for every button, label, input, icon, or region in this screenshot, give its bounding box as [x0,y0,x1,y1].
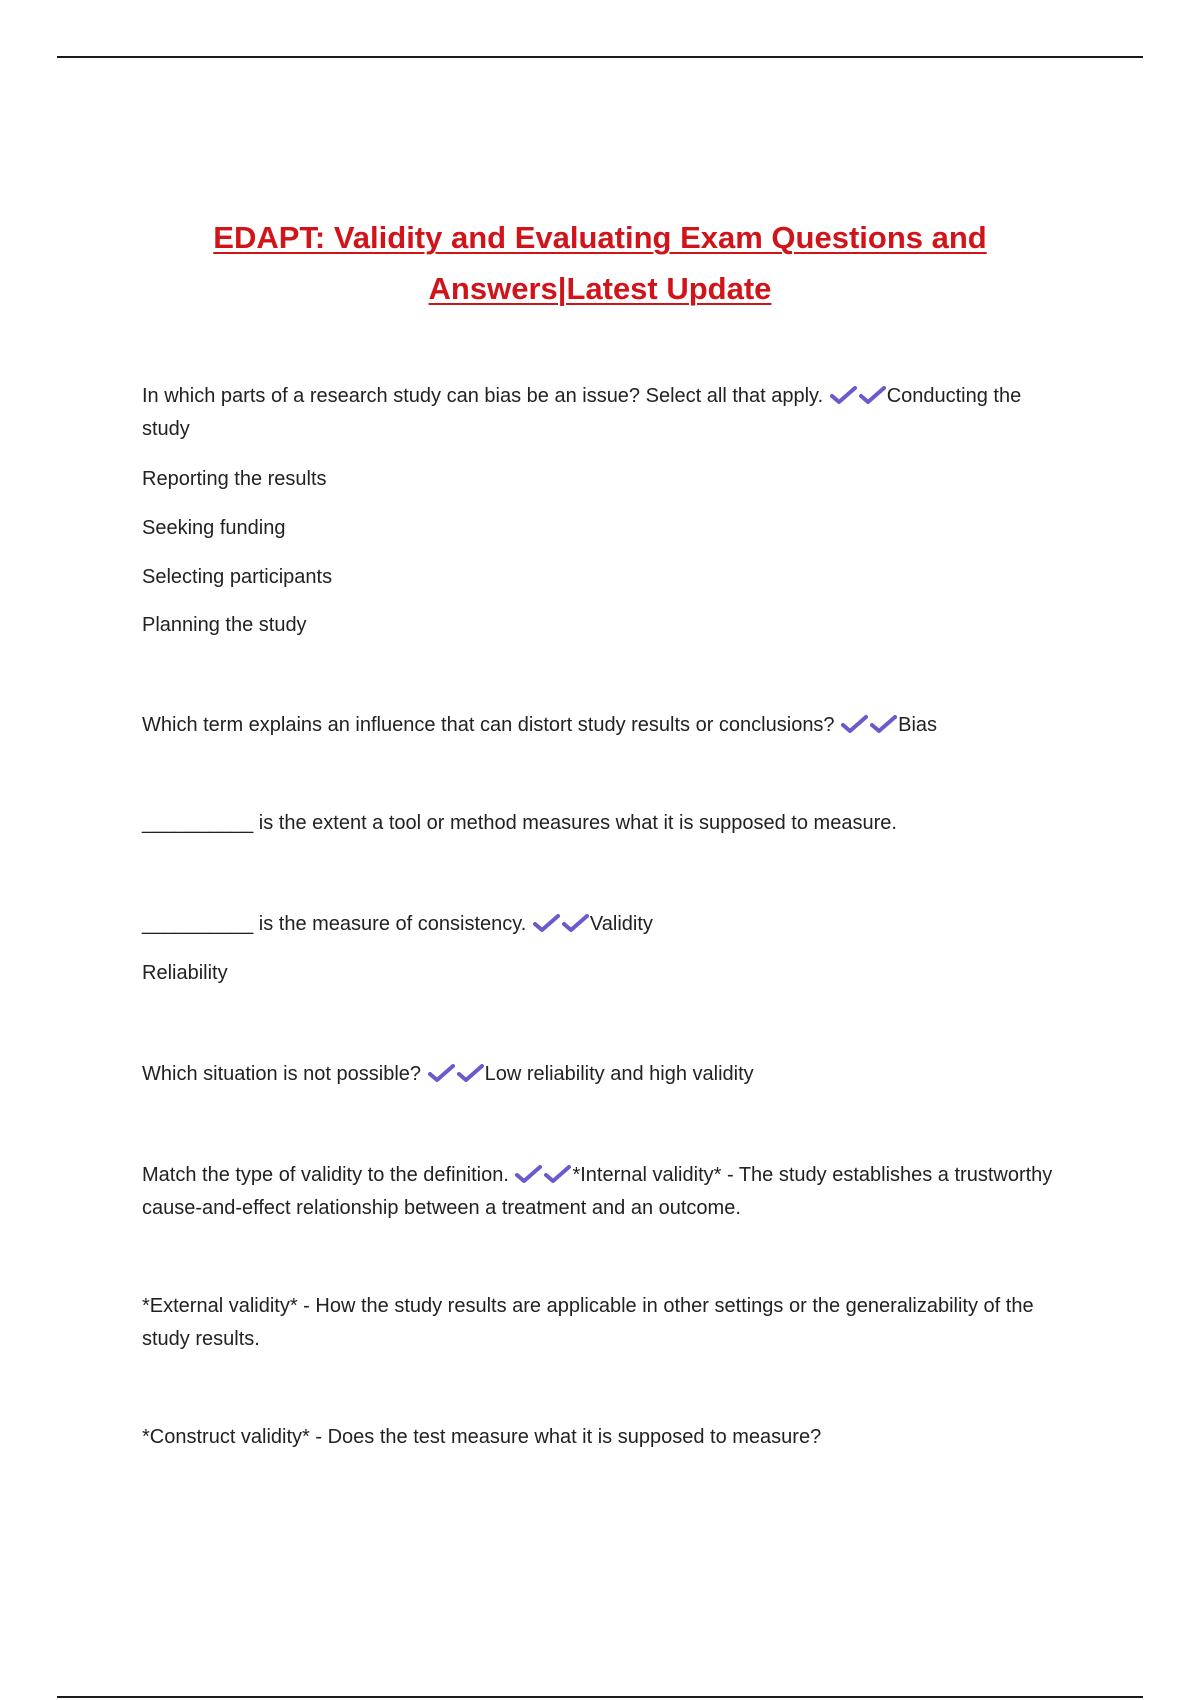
answer-text: Bias [898,714,938,736]
qa-item-6 [142,1159,1062,1225]
check-icon [841,714,868,734]
qa-item-5 [142,1058,1062,1091]
question-text: Which term explains an influence that can distort study results or conclusions? [142,714,835,736]
question-text: Which situation is not possible? [142,1063,422,1085]
question-text: __________ is the measure of consistency. [142,913,527,935]
check-icon [830,385,857,405]
answer-text: Low reliability and high validity [484,1063,754,1085]
answer-option: *Construct validity* - Does the test measure what it is supposed to measure? [142,1426,822,1448]
check-icon [870,714,897,734]
answer-option: Planning the study [142,614,307,636]
answer-option: Reliability [142,962,228,984]
footer-rule [57,1696,1143,1698]
qa-item-3 [142,807,1062,840]
check-icon [859,385,886,405]
answer-text: *Internal validity* - The study establishes a trustworthy cause-and-effect relationship between a treatment and an outcome. [142,1164,1053,1219]
check-icon [428,1063,455,1083]
header-rule [57,56,1143,58]
answer-option: Selecting participants [142,566,333,588]
qa-item-4 [142,908,1062,941]
check-icon [562,913,589,933]
check-icon [457,1063,484,1083]
answer-option: Seeking funding [142,517,286,539]
check-icon [533,913,560,933]
check-icon [515,1164,542,1184]
question-text: __________ is the extent a tool or method measures what it is supposed to measure. [142,812,897,834]
answer-option: Reporting the results [142,468,327,490]
question-text: Match the type of validity to the definition. [142,1164,509,1186]
title-line-1: EDAPT: Validity and Evaluating Exam Questions and [213,220,987,255]
answer-text: Validity [589,913,653,935]
qa-item-2 [142,709,1062,742]
answer-text: Conducting the study [142,385,1022,440]
check-icon [544,1164,571,1184]
answer-option: *External validity* - How the study results are applicable in other settings or the generalizability of the study results. [142,1295,1034,1350]
qa-item-1 [142,380,1062,446]
title-line-2: Answers|Latest Update [428,271,772,306]
page-title [0,212,1200,314]
question-text: In which parts of a research study can bias be an issue? Select all that apply. [142,385,824,407]
